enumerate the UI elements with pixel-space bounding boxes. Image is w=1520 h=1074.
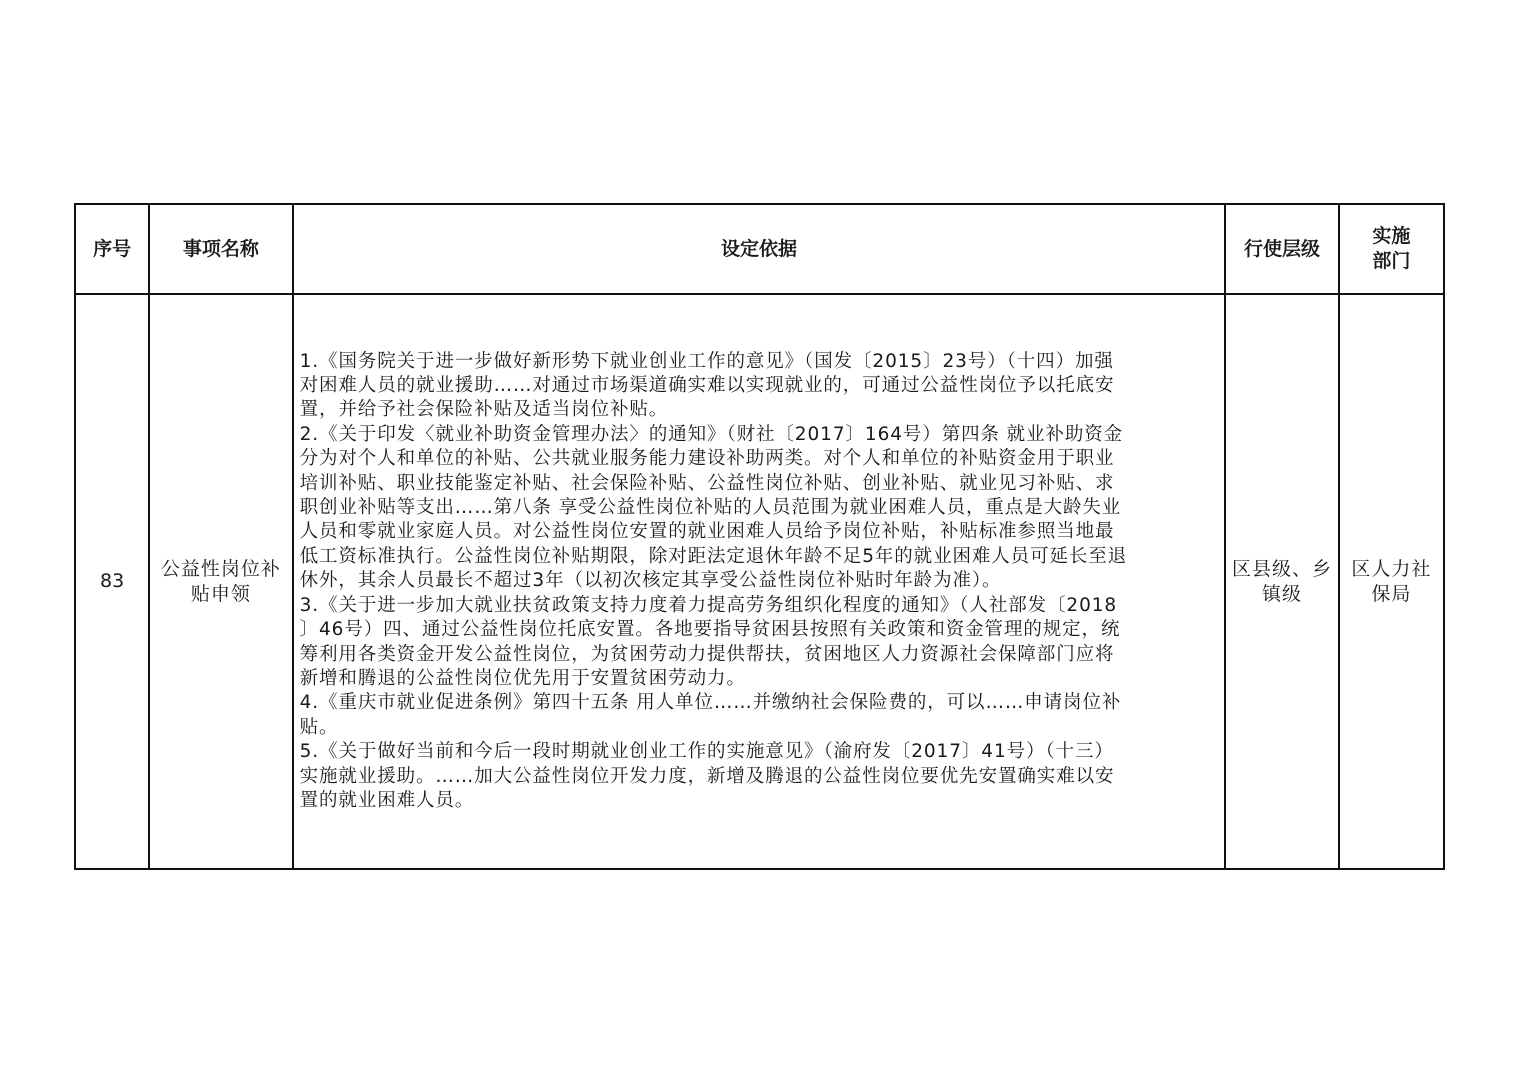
- legal-basis-line: 分为对个人和单位的补贴、公共就业服务能力建设补助两类。对个人和单位的补贴资金用于职业: [299, 448, 1115, 470]
- cell-item-name: 公益性岗位补贴申领: [149, 294, 292, 869]
- cell-serial-number: 83: [75, 294, 149, 869]
- legal-basis-line: 休外，其余人员最长不超过3年（以初次核定其享受公益性岗位补贴时年龄为准）。: [299, 570, 1002, 592]
- legal-basis-line: 置，并给予社会保险补贴及适当岗位补贴。: [299, 399, 669, 421]
- header-exercise-level: 行使层级: [1225, 204, 1338, 294]
- legal-basis-line: 人员和零就业家庭人员。对公益性岗位安置的就业困难人员给予岗位补贴，补贴标准参照当地最: [299, 521, 1115, 543]
- header-item-name: 事项名称: [149, 204, 292, 294]
- legal-basis-line: 置的就业困难人员。: [299, 789, 475, 811]
- table-row: [75, 294, 1444, 869]
- legal-basis-line: 4.《重庆市就业促进条例》第四十五条 用人单位……并缴纳社会保险费的，可以……申请岗位补: [299, 692, 1122, 714]
- legal-basis-line: 〕46号）四、通过公益性岗位托底安置。各地要指导贫困县按照有关政策和资金管理的规定，统: [299, 619, 1121, 641]
- header-implementing-dept: 实施 部门: [1339, 204, 1444, 294]
- legal-basis-line: 职创业补贴等支出……第八条 享受公益性岗位补贴的人员范围为就业困难人员，重点是大龄失业: [299, 497, 1122, 519]
- cell-exercise-level: 区县级、乡镇级: [1225, 294, 1338, 869]
- header-serial-number: 序号: [75, 204, 149, 294]
- legal-basis-line: 低工资标准执行。公益性岗位补贴期限，除对距法定退休年龄不足5年的就业困难人员可延长至退: [299, 545, 1128, 567]
- cell-legal-basis: [293, 294, 1226, 869]
- header-legal-basis: 设定依据: [293, 204, 1226, 294]
- cell-implementing-dept: 区人力社保局: [1339, 294, 1444, 869]
- legal-basis-line: 新增和腾退的公益性岗位优先用于安置贫困劳动力。: [299, 667, 746, 689]
- legal-basis-line: 5.《关于做好当前和今后一段时期就业创业工作的实施意见》（渝府发〔2017〕41号）（十三）: [299, 741, 1114, 763]
- legal-basis-line: 3.《关于进一步加大就业扶贫政策支持力度着力提高劳务组织化程度的通知》（人社部发〔2018: [299, 594, 1118, 616]
- legal-basis-line: 培训补贴、职业技能鉴定补贴、社会保险补贴、公益性岗位补贴、创业补贴、就业见习补贴、求: [299, 472, 1115, 494]
- legal-basis-line: 对困难人员的就业援助……对通过市场渠道确实难以实现就业的，可通过公益性岗位予以托底安: [299, 375, 1115, 397]
- legal-basis-line: 筹利用各类资金开发公益性岗位，为贫困劳动力提供帮扶，贫困地区人力资源社会保障部门应将: [299, 643, 1115, 665]
- legal-basis-line: 实施就业援助。……加大公益性岗位开发力度，新增及腾退的公益性岗位要优先安置确实难以安: [299, 765, 1115, 787]
- legal-basis-line: 2.《关于印发〈就业补助资金管理办法〉的通知》（财社〔2017〕164号）第四条 就业补助资金: [299, 423, 1124, 445]
- legal-basis-line: 1.《国务院关于进一步做好新形势下就业创业工作的意见》（国发〔2015〕23号）（十四）加强: [299, 350, 1114, 372]
- legal-basis-text: [300, 350, 1219, 814]
- legal-basis-line: 贴。: [299, 716, 339, 738]
- item-table: [74, 203, 1445, 870]
- table-header-row: [75, 204, 1444, 294]
